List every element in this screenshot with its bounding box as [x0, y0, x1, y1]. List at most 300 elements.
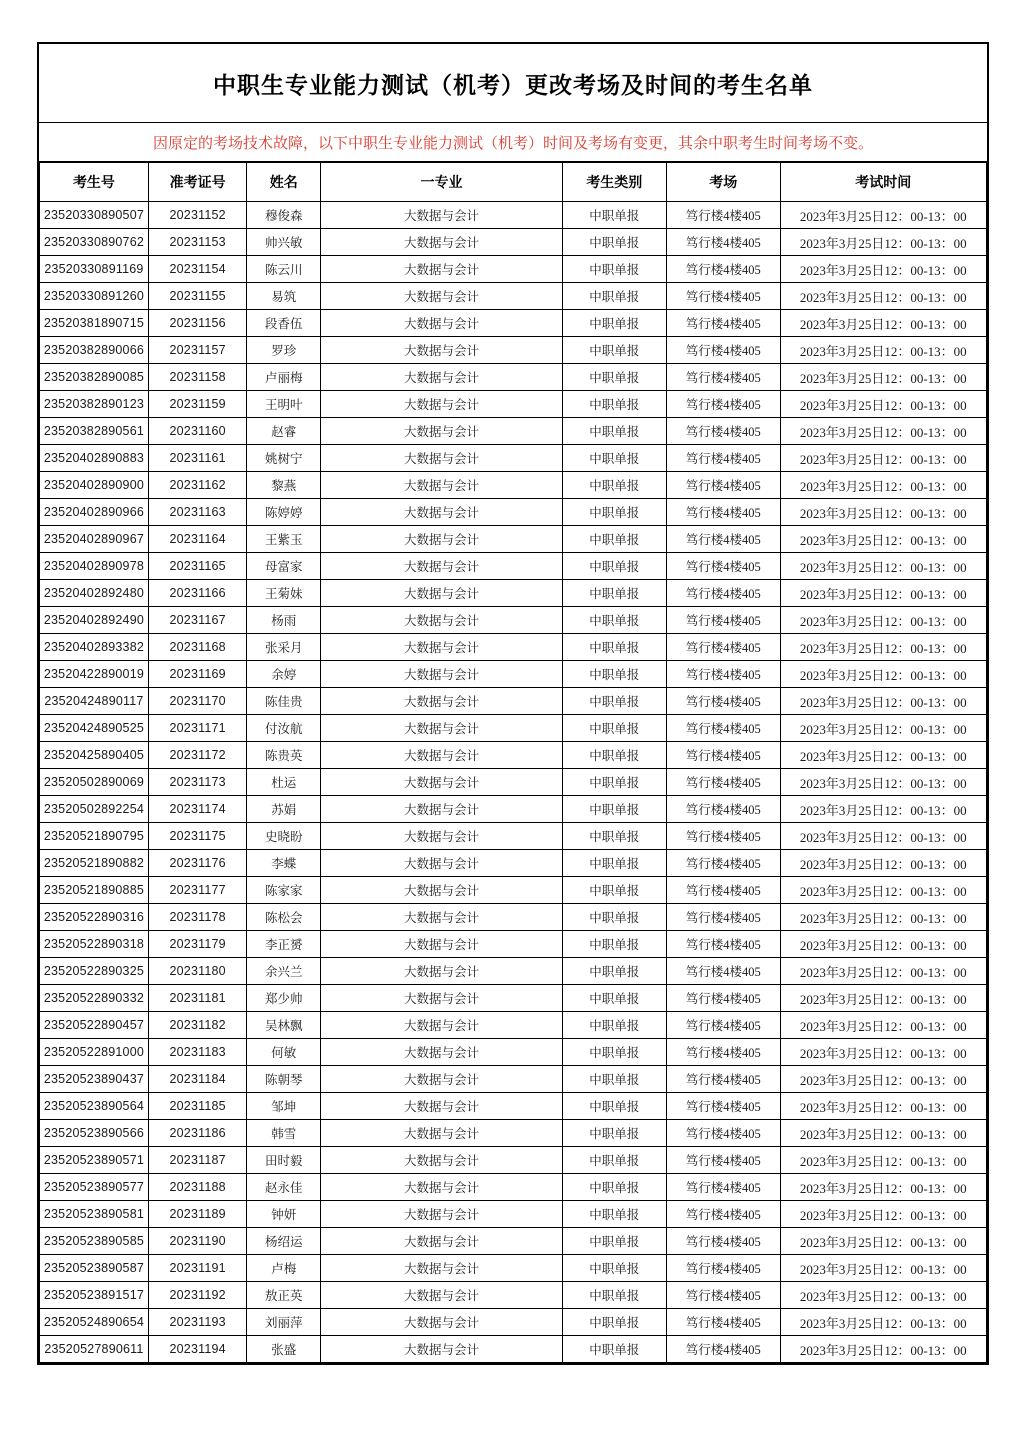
- cell-exam-time: 2023年3月25日12：00-13：00: [780, 337, 986, 364]
- cell-major: 大数据与会计: [321, 607, 563, 634]
- table-row: [40, 337, 987, 364]
- cell-ticket-no: 20231157: [148, 337, 246, 364]
- cell-category: 中职单报: [562, 877, 666, 904]
- cell-candidate-no: 23520527890611: [40, 1336, 149, 1363]
- cell-name: 郑少帅: [247, 985, 321, 1012]
- cell-ticket-no: 20231188: [148, 1174, 246, 1201]
- cell-room: 笃行楼4楼405: [666, 607, 780, 634]
- cell-major: 大数据与会计: [321, 1282, 563, 1309]
- cell-exam-time: 2023年3月25日12：00-13：00: [780, 688, 986, 715]
- cell-candidate-no: 23520521890885: [40, 877, 149, 904]
- cell-major: 大数据与会计: [321, 1336, 563, 1363]
- cell-ticket-no: 20231154: [148, 256, 246, 283]
- header-room: 考场: [666, 163, 780, 202]
- cell-major: 大数据与会计: [321, 364, 563, 391]
- cell-candidate-no: 23520523890564: [40, 1093, 149, 1120]
- cell-exam-time: 2023年3月25日12：00-13：00: [780, 607, 986, 634]
- cell-category: 中职单报: [562, 958, 666, 985]
- cell-room: 笃行楼4楼405: [666, 1066, 780, 1093]
- cell-room: 笃行楼4楼405: [666, 877, 780, 904]
- cell-candidate-no: 23520425890405: [40, 742, 149, 769]
- roster-sheet: [37, 42, 989, 1365]
- cell-room: 笃行楼4楼405: [666, 283, 780, 310]
- cell-major: 大数据与会计: [321, 283, 563, 310]
- change-notice-text: 因原定的考场技术故障，以下中职生专业能力测试（机考）时间及考场有变更，其余中职考生时间考场不变。: [39, 123, 987, 162]
- cell-room: 笃行楼4楼405: [666, 1174, 780, 1201]
- cell-candidate-no: 23520523891517: [40, 1282, 149, 1309]
- header-ticket-no: 准考证号: [148, 163, 246, 202]
- table-row: [40, 553, 987, 580]
- cell-name: 王明叶: [247, 391, 321, 418]
- cell-candidate-no: 23520402893382: [40, 634, 149, 661]
- cell-category: 中职单报: [562, 580, 666, 607]
- cell-category: 中职单报: [562, 310, 666, 337]
- cell-room: 笃行楼4楼405: [666, 1093, 780, 1120]
- cell-ticket-no: 20231182: [148, 1012, 246, 1039]
- table-row: [40, 364, 987, 391]
- cell-room: 笃行楼4楼405: [666, 229, 780, 256]
- cell-exam-time: 2023年3月25日12：00-13：00: [780, 310, 986, 337]
- cell-room: 笃行楼4楼405: [666, 526, 780, 553]
- cell-candidate-no: 23520522891000: [40, 1039, 149, 1066]
- header-candidate-no: 考生号: [40, 163, 149, 202]
- cell-room: 笃行楼4楼405: [666, 688, 780, 715]
- page-title: 中职生专业能力测试（机考）更改考场及时间的考生名单: [39, 44, 987, 123]
- cell-name: 吴林飘: [247, 1012, 321, 1039]
- cell-candidate-no: 23520521890795: [40, 823, 149, 850]
- cell-name: 敖正英: [247, 1282, 321, 1309]
- cell-category: 中职单报: [562, 499, 666, 526]
- cell-major: 大数据与会计: [321, 472, 563, 499]
- cell-ticket-no: 20231158: [148, 364, 246, 391]
- cell-room: 笃行楼4楼405: [666, 715, 780, 742]
- cell-room: 笃行楼4楼405: [666, 1120, 780, 1147]
- cell-room: 笃行楼4楼405: [666, 661, 780, 688]
- cell-room: 笃行楼4楼405: [666, 499, 780, 526]
- cell-exam-time: 2023年3月25日12：00-13：00: [780, 553, 986, 580]
- cell-room: 笃行楼4楼405: [666, 553, 780, 580]
- cell-candidate-no: 23520523890587: [40, 1255, 149, 1282]
- table-row: [40, 1093, 987, 1120]
- table-row: [40, 850, 987, 877]
- cell-category: 中职单报: [562, 1255, 666, 1282]
- cell-ticket-no: 20231167: [148, 607, 246, 634]
- cell-category: 中职单报: [562, 1066, 666, 1093]
- cell-ticket-no: 20231171: [148, 715, 246, 742]
- cell-major: 大数据与会计: [321, 985, 563, 1012]
- cell-name: 卢梅: [247, 1255, 321, 1282]
- cell-candidate-no: 23520523890577: [40, 1174, 149, 1201]
- cell-ticket-no: 20231163: [148, 499, 246, 526]
- cell-category: 中职单报: [562, 1093, 666, 1120]
- cell-exam-time: 2023年3月25日12：00-13：00: [780, 1282, 986, 1309]
- cell-room: 笃行楼4楼405: [666, 445, 780, 472]
- cell-category: 中职单报: [562, 985, 666, 1012]
- cell-candidate-no: 23520523890571: [40, 1147, 149, 1174]
- cell-exam-time: 2023年3月25日12：00-13：00: [780, 391, 986, 418]
- cell-ticket-no: 20231176: [148, 850, 246, 877]
- cell-candidate-no: 23520522890316: [40, 904, 149, 931]
- cell-category: 中职单报: [562, 256, 666, 283]
- cell-name: 韩雪: [247, 1120, 321, 1147]
- cell-room: 笃行楼4楼405: [666, 742, 780, 769]
- table-row: [40, 715, 987, 742]
- cell-candidate-no: 23520381890715: [40, 310, 149, 337]
- cell-exam-time: 2023年3月25日12：00-13：00: [780, 472, 986, 499]
- cell-exam-time: 2023年3月25日12：00-13：00: [780, 850, 986, 877]
- cell-exam-time: 2023年3月25日12：00-13：00: [780, 985, 986, 1012]
- cell-name: 姚树宁: [247, 445, 321, 472]
- cell-major: 大数据与会计: [321, 877, 563, 904]
- cell-room: 笃行楼4楼405: [666, 580, 780, 607]
- table-row: [40, 1066, 987, 1093]
- cell-name: 李正赟: [247, 931, 321, 958]
- cell-room: 笃行楼4楼405: [666, 364, 780, 391]
- cell-category: 中职单报: [562, 1201, 666, 1228]
- cell-candidate-no: 23520402892490: [40, 607, 149, 634]
- table-header-row: [40, 163, 987, 202]
- cell-candidate-no: 23520521890882: [40, 850, 149, 877]
- cell-major: 大数据与会计: [321, 202, 563, 229]
- cell-name: 何敏: [247, 1039, 321, 1066]
- header-category: 考生类别: [562, 163, 666, 202]
- cell-name: 余婷: [247, 661, 321, 688]
- cell-room: 笃行楼4楼405: [666, 256, 780, 283]
- cell-candidate-no: 23520424890117: [40, 688, 149, 715]
- table-row: [40, 472, 987, 499]
- cell-exam-time: 2023年3月25日12：00-13：00: [780, 634, 986, 661]
- cell-exam-time: 2023年3月25日12：00-13：00: [780, 904, 986, 931]
- cell-room: 笃行楼4楼405: [666, 985, 780, 1012]
- cell-room: 笃行楼4楼405: [666, 634, 780, 661]
- cell-major: 大数据与会计: [321, 256, 563, 283]
- cell-candidate-no: 23520402890978: [40, 553, 149, 580]
- cell-room: 笃行楼4楼405: [666, 472, 780, 499]
- cell-name: 黎燕: [247, 472, 321, 499]
- cell-room: 笃行楼4楼405: [666, 958, 780, 985]
- table-row: [40, 634, 987, 661]
- cell-category: 中职单报: [562, 715, 666, 742]
- cell-category: 中职单报: [562, 337, 666, 364]
- cell-room: 笃行楼4楼405: [666, 1147, 780, 1174]
- header-major: 一专业: [321, 163, 563, 202]
- cell-exam-time: 2023年3月25日12：00-13：00: [780, 229, 986, 256]
- cell-name: 苏娟: [247, 796, 321, 823]
- cell-candidate-no: 23520402890883: [40, 445, 149, 472]
- cell-exam-time: 2023年3月25日12：00-13：00: [780, 877, 986, 904]
- cell-exam-time: 2023年3月25日12：00-13：00: [780, 283, 986, 310]
- cell-name: 邹坤: [247, 1093, 321, 1120]
- cell-category: 中职单报: [562, 688, 666, 715]
- table-row: [40, 1228, 987, 1255]
- cell-category: 中职单报: [562, 472, 666, 499]
- cell-major: 大数据与会计: [321, 1201, 563, 1228]
- cell-ticket-no: 20231193: [148, 1309, 246, 1336]
- cell-exam-time: 2023年3月25日12：00-13：00: [780, 202, 986, 229]
- cell-major: 大数据与会计: [321, 634, 563, 661]
- cell-ticket-no: 20231169: [148, 661, 246, 688]
- cell-major: 大数据与会计: [321, 742, 563, 769]
- cell-category: 中职单报: [562, 364, 666, 391]
- cell-exam-time: 2023年3月25日12：00-13：00: [780, 1039, 986, 1066]
- cell-room: 笃行楼4楼405: [666, 1201, 780, 1228]
- cell-major: 大数据与会计: [321, 391, 563, 418]
- cell-major: 大数据与会计: [321, 1147, 563, 1174]
- cell-major: 大数据与会计: [321, 418, 563, 445]
- cell-ticket-no: 20231177: [148, 877, 246, 904]
- cell-major: 大数据与会计: [321, 823, 563, 850]
- cell-room: 笃行楼4楼405: [666, 1228, 780, 1255]
- cell-name: 刘丽萍: [247, 1309, 321, 1336]
- cell-category: 中职单报: [562, 283, 666, 310]
- cell-name: 史晓盼: [247, 823, 321, 850]
- cell-candidate-no: 23520330890507: [40, 202, 149, 229]
- table-row: [40, 499, 987, 526]
- cell-major: 大数据与会计: [321, 445, 563, 472]
- table-row: [40, 607, 987, 634]
- cell-ticket-no: 20231180: [148, 958, 246, 985]
- cell-candidate-no: 23520523890585: [40, 1228, 149, 1255]
- cell-ticket-no: 20231192: [148, 1282, 246, 1309]
- table-row: [40, 1174, 987, 1201]
- cell-candidate-no: 23520522890325: [40, 958, 149, 985]
- cell-exam-time: 2023年3月25日12：00-13：00: [780, 742, 986, 769]
- table-row: [40, 688, 987, 715]
- cell-name: 张盛: [247, 1336, 321, 1363]
- cell-name: 帅兴敏: [247, 229, 321, 256]
- cell-room: 笃行楼4楼405: [666, 310, 780, 337]
- cell-category: 中职单报: [562, 796, 666, 823]
- cell-major: 大数据与会计: [321, 1120, 563, 1147]
- cell-major: 大数据与会计: [321, 850, 563, 877]
- cell-ticket-no: 20231160: [148, 418, 246, 445]
- cell-candidate-no: 23520522890332: [40, 985, 149, 1012]
- cell-name: 杜运: [247, 769, 321, 796]
- cell-major: 大数据与会计: [321, 1039, 563, 1066]
- table-row: [40, 526, 987, 553]
- cell-name: 杨绍运: [247, 1228, 321, 1255]
- cell-category: 中职单报: [562, 1012, 666, 1039]
- cell-exam-time: 2023年3月25日12：00-13：00: [780, 1201, 986, 1228]
- cell-name: 卢丽梅: [247, 364, 321, 391]
- table-row: [40, 580, 987, 607]
- cell-category: 中职单报: [562, 1120, 666, 1147]
- cell-name: 罗珍: [247, 337, 321, 364]
- cell-candidate-no: 23520523890581: [40, 1201, 149, 1228]
- candidate-roster-table: [39, 162, 987, 1363]
- table-row: [40, 904, 987, 931]
- cell-room: 笃行楼4楼405: [666, 769, 780, 796]
- cell-major: 大数据与会计: [321, 526, 563, 553]
- cell-candidate-no: 23520382890085: [40, 364, 149, 391]
- cell-category: 中职单报: [562, 823, 666, 850]
- cell-name: 杨雨: [247, 607, 321, 634]
- cell-exam-time: 2023年3月25日12：00-13：00: [780, 445, 986, 472]
- cell-name: 田时毅: [247, 1147, 321, 1174]
- table-row: [40, 985, 987, 1012]
- table-row: [40, 742, 987, 769]
- cell-category: 中职单报: [562, 1228, 666, 1255]
- cell-major: 大数据与会计: [321, 1228, 563, 1255]
- table-row: [40, 310, 987, 337]
- cell-candidate-no: 23520330890762: [40, 229, 149, 256]
- cell-major: 大数据与会计: [321, 310, 563, 337]
- cell-major: 大数据与会计: [321, 1093, 563, 1120]
- cell-ticket-no: 20231191: [148, 1255, 246, 1282]
- cell-candidate-no: 23520502892254: [40, 796, 149, 823]
- cell-ticket-no: 20231187: [148, 1147, 246, 1174]
- cell-room: 笃行楼4楼405: [666, 1309, 780, 1336]
- cell-candidate-no: 23520402892480: [40, 580, 149, 607]
- cell-room: 笃行楼4楼405: [666, 823, 780, 850]
- cell-candidate-no: 23520382890066: [40, 337, 149, 364]
- cell-major: 大数据与会计: [321, 499, 563, 526]
- cell-candidate-no: 23520402890967: [40, 526, 149, 553]
- table-row: [40, 229, 987, 256]
- cell-category: 中职单报: [562, 445, 666, 472]
- cell-room: 笃行楼4楼405: [666, 1012, 780, 1039]
- cell-category: 中职单报: [562, 1174, 666, 1201]
- cell-room: 笃行楼4楼405: [666, 337, 780, 364]
- cell-category: 中职单报: [562, 931, 666, 958]
- cell-major: 大数据与会计: [321, 715, 563, 742]
- table-row: [40, 661, 987, 688]
- cell-ticket-no: 20231162: [148, 472, 246, 499]
- cell-category: 中职单报: [562, 1147, 666, 1174]
- table-row: [40, 1282, 987, 1309]
- table-row: [40, 823, 987, 850]
- cell-ticket-no: 20231189: [148, 1201, 246, 1228]
- cell-room: 笃行楼4楼405: [666, 904, 780, 931]
- cell-room: 笃行楼4楼405: [666, 931, 780, 958]
- cell-major: 大数据与会计: [321, 1255, 563, 1282]
- cell-major: 大数据与会计: [321, 931, 563, 958]
- cell-room: 笃行楼4楼405: [666, 418, 780, 445]
- cell-major: 大数据与会计: [321, 769, 563, 796]
- cell-exam-time: 2023年3月25日12：00-13：00: [780, 364, 986, 391]
- cell-major: 大数据与会计: [321, 1174, 563, 1201]
- cell-name: 余兴兰: [247, 958, 321, 985]
- cell-exam-time: 2023年3月25日12：00-13：00: [780, 1174, 986, 1201]
- cell-name: 陈佳贵: [247, 688, 321, 715]
- cell-name: 母富家: [247, 553, 321, 580]
- cell-category: 中职单报: [562, 634, 666, 661]
- cell-ticket-no: 20231178: [148, 904, 246, 931]
- cell-exam-time: 2023年3月25日12：00-13：00: [780, 715, 986, 742]
- cell-major: 大数据与会计: [321, 796, 563, 823]
- header-exam-time: 考试时间: [780, 163, 986, 202]
- cell-category: 中职单报: [562, 769, 666, 796]
- cell-exam-time: 2023年3月25日12：00-13：00: [780, 499, 986, 526]
- cell-candidate-no: 23520522890457: [40, 1012, 149, 1039]
- table-row: [40, 1120, 987, 1147]
- cell-name: 陈云川: [247, 256, 321, 283]
- cell-ticket-no: 20231185: [148, 1093, 246, 1120]
- table-row: [40, 796, 987, 823]
- table-row: [40, 1336, 987, 1363]
- cell-ticket-no: 20231172: [148, 742, 246, 769]
- cell-ticket-no: 20231159: [148, 391, 246, 418]
- table-row: [40, 1147, 987, 1174]
- cell-major: 大数据与会计: [321, 580, 563, 607]
- cell-name: 李蝶: [247, 850, 321, 877]
- cell-ticket-no: 20231168: [148, 634, 246, 661]
- cell-category: 中职单报: [562, 418, 666, 445]
- table-row: [40, 877, 987, 904]
- cell-major: 大数据与会计: [321, 904, 563, 931]
- cell-ticket-no: 20231194: [148, 1336, 246, 1363]
- cell-candidate-no: 23520424890525: [40, 715, 149, 742]
- header-name: 姓名: [247, 163, 321, 202]
- cell-exam-time: 2023年3月25日12：00-13：00: [780, 418, 986, 445]
- cell-major: 大数据与会计: [321, 1066, 563, 1093]
- cell-category: 中职单报: [562, 526, 666, 553]
- cell-name: 陈朝琴: [247, 1066, 321, 1093]
- cell-ticket-no: 20231174: [148, 796, 246, 823]
- cell-category: 中职单报: [562, 1336, 666, 1363]
- cell-category: 中职单报: [562, 607, 666, 634]
- cell-room: 笃行楼4楼405: [666, 1282, 780, 1309]
- cell-candidate-no: 23520330891260: [40, 283, 149, 310]
- cell-name: 陈家家: [247, 877, 321, 904]
- cell-ticket-no: 20231155: [148, 283, 246, 310]
- table-row: [40, 1201, 987, 1228]
- table-row: [40, 391, 987, 418]
- cell-ticket-no: 20231190: [148, 1228, 246, 1255]
- cell-room: 笃行楼4楼405: [666, 850, 780, 877]
- cell-candidate-no: 23520382890561: [40, 418, 149, 445]
- cell-exam-time: 2023年3月25日12：00-13：00: [780, 256, 986, 283]
- table-row: [40, 769, 987, 796]
- cell-category: 中职单报: [562, 202, 666, 229]
- cell-name: 穆俊森: [247, 202, 321, 229]
- cell-candidate-no: 23520402890900: [40, 472, 149, 499]
- cell-exam-time: 2023年3月25日12：00-13：00: [780, 1147, 986, 1174]
- cell-major: 大数据与会计: [321, 1309, 563, 1336]
- cell-exam-time: 2023年3月25日12：00-13：00: [780, 1093, 986, 1120]
- table-row: [40, 418, 987, 445]
- table-row: [40, 1039, 987, 1066]
- cell-candidate-no: 23520523890566: [40, 1120, 149, 1147]
- cell-candidate-no: 23520382890123: [40, 391, 149, 418]
- cell-exam-time: 2023年3月25日12：00-13：00: [780, 958, 986, 985]
- cell-major: 大数据与会计: [321, 553, 563, 580]
- cell-ticket-no: 20231183: [148, 1039, 246, 1066]
- cell-name: 陈贵英: [247, 742, 321, 769]
- cell-category: 中职单报: [562, 229, 666, 256]
- cell-candidate-no: 23520502890069: [40, 769, 149, 796]
- table-row: [40, 958, 987, 985]
- cell-candidate-no: 23520330891169: [40, 256, 149, 283]
- cell-ticket-no: 20231164: [148, 526, 246, 553]
- cell-room: 笃行楼4楼405: [666, 202, 780, 229]
- cell-exam-time: 2023年3月25日12：00-13：00: [780, 769, 986, 796]
- cell-name: 王菊妹: [247, 580, 321, 607]
- cell-exam-time: 2023年3月25日12：00-13：00: [780, 823, 986, 850]
- cell-room: 笃行楼4楼405: [666, 1255, 780, 1282]
- cell-major: 大数据与会计: [321, 958, 563, 985]
- cell-exam-time: 2023年3月25日12：00-13：00: [780, 931, 986, 958]
- cell-category: 中职单报: [562, 661, 666, 688]
- cell-category: 中职单报: [562, 1039, 666, 1066]
- cell-exam-time: 2023年3月25日12：00-13：00: [780, 796, 986, 823]
- cell-ticket-no: 20231152: [148, 202, 246, 229]
- cell-exam-time: 2023年3月25日12：00-13：00: [780, 1255, 986, 1282]
- cell-ticket-no: 20231153: [148, 229, 246, 256]
- cell-exam-time: 2023年3月25日12：00-13：00: [780, 661, 986, 688]
- cell-room: 笃行楼4楼405: [666, 1039, 780, 1066]
- cell-major: 大数据与会计: [321, 337, 563, 364]
